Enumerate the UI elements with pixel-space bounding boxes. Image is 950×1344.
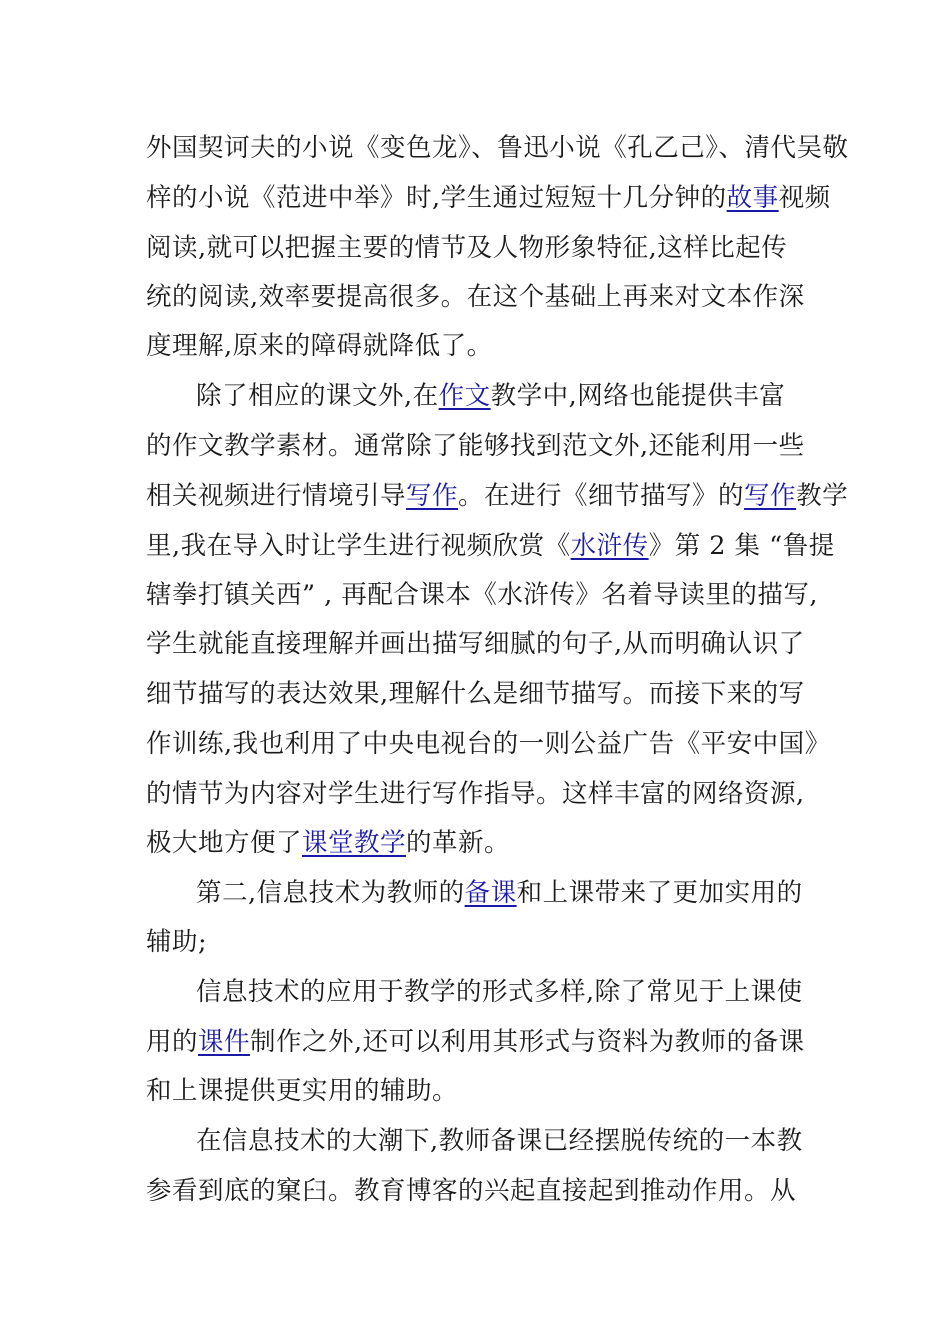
text-segment: 里,我在导入时让学生进行视频欣赏《 (146, 531, 571, 561)
inline-hyperlink[interactable]: 写作 (406, 481, 459, 511)
inline-hyperlink[interactable]: 备课 (464, 878, 517, 908)
text-line-22 (146, 1171, 796, 1211)
text-segment: 作训练,我也利用了中央电视台的一则公益广告《平安中国》 (146, 729, 831, 759)
text-line-9 (146, 526, 835, 566)
text-segment: 极大地方便了 (146, 828, 303, 858)
text-line-6 (196, 376, 785, 416)
text-segment: 辖拳打镇关西” , 再配合课本《水浒传》名着导读里的描写, (146, 580, 818, 610)
text-segment: 第二,信息技术为教师的 (196, 878, 465, 908)
text-line-16 (196, 873, 803, 913)
text-segment: 统的阅读,效率要提高很多。在这个基础上再来对文本作深 (146, 282, 805, 312)
text-segment: 梓的小说《范进中举》时,学生通过短短十几分钟的 (146, 183, 727, 213)
text-segment: 在信息技术的大潮下,教师备课已经摆脱传统的一本教 (196, 1126, 803, 1156)
text-segment: 制作之外,还可以利用其形式与资料为教师的备课 (250, 1027, 805, 1057)
text-segment: 阅读,就可以把握主要的情节及人物形象特征,这样比起传 (146, 233, 788, 263)
text-segment: 视频 (778, 183, 831, 213)
inline-hyperlink[interactable]: 课件 (198, 1027, 251, 1057)
text-line-20 (146, 1071, 458, 1111)
text-segment: 除了相应的课文外,在 (196, 381, 439, 411)
text-line-13 (146, 724, 831, 764)
text-line-17 (146, 922, 207, 962)
text-segment: 教学中,网络也能提供丰富 (490, 381, 786, 411)
text-segment: 》第 2 集 “鲁提 (648, 531, 835, 561)
text-segment: 参看到底的窠臼。教育博客的兴起直接起到推动作用。从 (146, 1176, 797, 1206)
inline-hyperlink[interactable]: 写作 (744, 481, 797, 511)
inline-hyperlink[interactable]: 课堂教学 (302, 828, 407, 858)
text-segment: 教学 (796, 481, 849, 511)
text-segment: 学生就能直接理解并画出描写细腻的句子,从而明确认识了 (146, 629, 805, 659)
text-line-11 (146, 624, 805, 664)
text-segment: 信息技术的应用于教学的形式多样,除了常见于上课使 (196, 977, 803, 1007)
text-line-18 (196, 972, 803, 1012)
text-line-10 (146, 575, 818, 615)
text-line-19 (146, 1022, 805, 1062)
text-line-4 (146, 277, 805, 317)
text-line-7 (146, 426, 805, 466)
text-line-5 (146, 326, 493, 366)
text-segment: 和上课带来了更加实用的 (516, 878, 803, 908)
text-line-3 (146, 228, 787, 268)
text-segment: 。在进行《细节描写》的 (458, 481, 745, 511)
inline-hyperlink[interactable]: 水浒传 (570, 531, 649, 561)
text-segment: 相关视频进行情境引导 (146, 481, 407, 511)
text-line-15 (146, 823, 510, 863)
text-segment: 和上课提供更实用的辅助。 (146, 1076, 459, 1106)
text-line-2 (146, 178, 831, 218)
text-segment: 的情节为内容对学生进行写作指导。这样丰富的网络资源, (146, 779, 805, 809)
text-segment: 的作文教学素材。通常除了能够找到范文外,还能利用一些 (146, 431, 805, 461)
text-line-12 (146, 674, 805, 714)
text-segment: 用的 (146, 1027, 199, 1057)
text-line-8 (146, 476, 848, 516)
text-segment: 细节描写的表达效果,理解什么是细节描写。而接下来的写 (146, 679, 805, 709)
text-line-1 (146, 128, 849, 168)
text-segment: 度理解,原来的障碍就降低了。 (146, 331, 493, 361)
inline-hyperlink[interactable]: 故事 (726, 183, 779, 213)
text-line-14 (146, 774, 805, 814)
inline-hyperlink[interactable]: 作文 (438, 381, 491, 411)
text-segment: 辅助; (146, 927, 208, 957)
text-segment: 的革新。 (406, 828, 511, 858)
text-line-21 (196, 1121, 803, 1161)
text-segment: 外国契诃夫的小说《变色龙》、鲁迅小说《孔乙己》、清代吴敬 (146, 133, 849, 163)
